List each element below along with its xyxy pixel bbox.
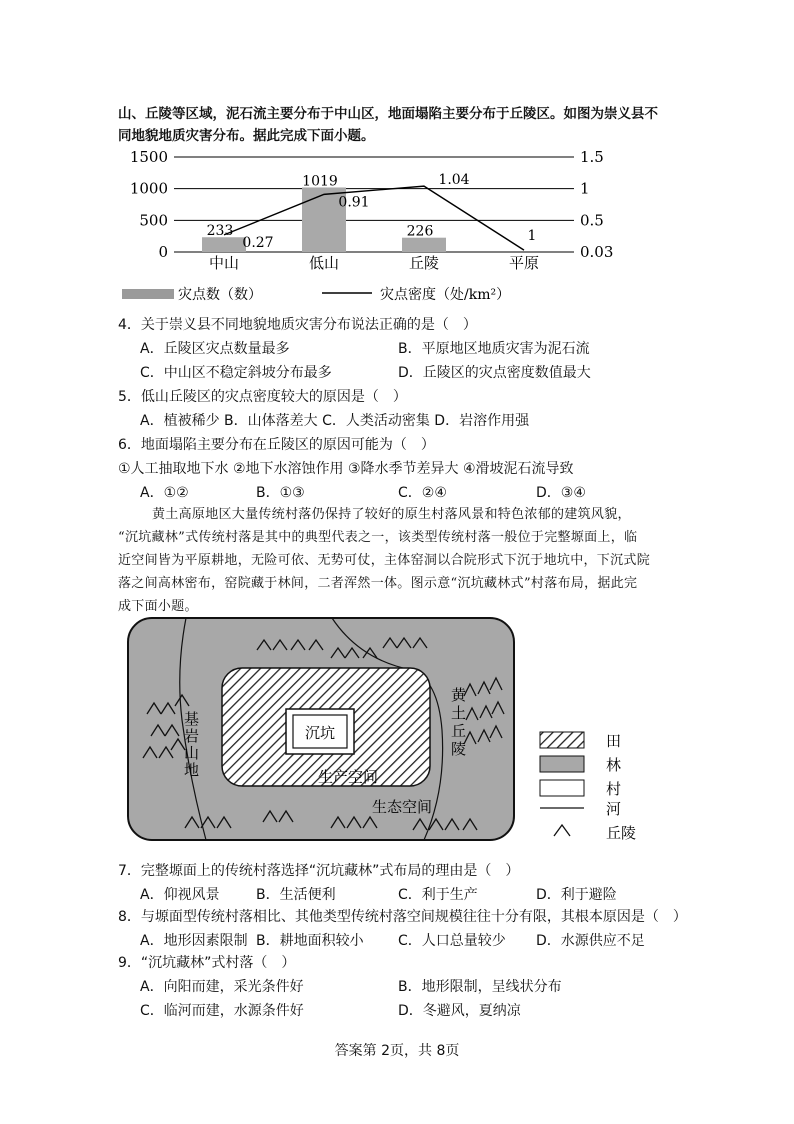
q8-stem: 8．与塬面型传统村落相比、其他类型传统村落空间规模往往十分有限，其根本原因是（ ）	[118, 909, 687, 925]
q5-options[interactable]: A．植被稀少 B．山体落差大 C．人类活动密集 D．岩溶作用强	[140, 413, 530, 429]
q8-option-d[interactable]: D．水源供应不足	[536, 933, 645, 949]
bedrock-mountain-char-3: 山	[184, 744, 200, 762]
q9-option-b[interactable]: B．地形限制，呈线状分布	[398, 979, 562, 995]
legend-field-swatch	[540, 732, 584, 748]
q4-option-c[interactable]: C．中山区不稳定斜坡分布最多	[140, 365, 332, 381]
q7-option-c[interactable]: C．利于生产	[398, 887, 478, 903]
q7-option-a[interactable]: A．仰视风景	[140, 887, 220, 903]
page-footer: 答案第 2页，共 8页	[334, 1043, 460, 1059]
q7-stem: 7．完整塬面上的传统村落选择“沉坑藏林”式布局的理由是（ ）	[118, 863, 520, 879]
q6-option-d[interactable]: D．③④	[536, 485, 586, 501]
q9-option-c[interactable]: C．临河而建，水源条件好	[140, 1003, 304, 1019]
q4-stem: 4．关于崇义县不同地貌地质灾害分布说法正确的是（ ）	[118, 317, 477, 333]
legend-village-swatch	[540, 780, 584, 796]
sinkhole-label: 沉坑	[304, 724, 336, 742]
loess-hill-char-2: 土	[451, 704, 467, 722]
q7-option-b[interactable]: B．生活便利	[256, 887, 336, 903]
q9-option-a[interactable]: A．向阳而建，采光条件好	[140, 979, 304, 995]
village-layout-map	[120, 610, 680, 850]
line-value-label: 0.91	[338, 194, 370, 211]
line-value-label: 0.27	[242, 234, 274, 251]
q9-option-d[interactable]: D．冬避风，夏纳凉	[398, 1003, 521, 1019]
bedrock-mountain-char-4: 地	[184, 761, 200, 779]
bar	[402, 238, 446, 252]
q4-option-b[interactable]: B．平原地区地质灾害为泥石流	[398, 341, 590, 357]
category-label: 中山	[208, 254, 240, 272]
q4-option-d[interactable]: D．丘陵区的灾点密度数值最大	[398, 365, 591, 381]
bar-value-label: 233	[206, 223, 234, 240]
legend-line-label: 灾点密度（处/km²）	[380, 287, 511, 303]
ecology-space-label: 生态空间	[371, 798, 433, 816]
legend-river-label: 河	[606, 800, 622, 818]
passage-line-3: 近空间皆为平原耕地，无险可依、无势可仗，主体窑洞以合院形式下沉于地坑中，下沉式院	[118, 553, 651, 568]
bedrock-mountain-char-2: 岩	[184, 727, 200, 745]
left-tick-label: 1000	[129, 179, 168, 198]
right-tick-label: 1.5	[580, 148, 604, 166]
legend-bar-label: 灾点数（数）	[178, 287, 262, 303]
legend-village-label: 村	[606, 780, 622, 798]
bedrock-mountain-char-1: 基	[184, 710, 200, 728]
q6-option-b[interactable]: B．①③	[256, 485, 305, 501]
q9-stem: 9．“沉坑藏林”式村落（ ）	[118, 955, 296, 971]
q6-option-c[interactable]: C．②④	[398, 485, 447, 501]
passage-line-5: 成下面小题。	[118, 599, 198, 614]
intro-line-2: 同地貌地质灾害分布。据此完成下面小题。	[118, 128, 375, 144]
passage-line-2: “沉坑藏林”式传统村落是其中的典型代表之一，该类型传统村落一般位于完整塬面上，临	[118, 530, 638, 545]
production-space-label: 生产空间	[317, 768, 379, 786]
category-label: 丘陵	[408, 254, 440, 272]
right-tick-label: 0.5	[580, 211, 604, 230]
legend-hill-label: 丘陵	[606, 824, 637, 842]
legend-hill-swatch	[554, 825, 570, 836]
q8-option-c[interactable]: C．人口总量较少	[398, 933, 506, 949]
left-tick-label: 1500	[129, 148, 168, 166]
passage-line-4: 落之间高林密布，窑院藏于林间，二者浑然一体。图示意“沉坑藏林式”村落布局，据此完	[118, 576, 638, 591]
bar-value-label: 226	[406, 223, 434, 240]
q5-stem: 5．低山丘陵区的灾点密度较大的原因是（ ）	[118, 389, 407, 405]
legend-field-label: 田	[606, 732, 622, 750]
q4-option-a[interactable]: A．丘陵区灾点数量最多	[140, 341, 290, 357]
q8-option-a[interactable]: A．地形因素限制	[140, 933, 248, 949]
bar	[202, 237, 246, 252]
q7-option-d[interactable]: D．利于避险	[536, 887, 617, 903]
legend-forest-label: 林	[606, 756, 622, 774]
q6-stem: 6．地面塌陷主要分布在丘陵区的原因可能为（ ）	[118, 437, 435, 453]
intro-line-1: 山、丘陵等区域，泥石流主要分布于中山区，地面塌陷主要分布于丘陵区。如图为崇义县不	[118, 106, 658, 122]
legend-bar-swatch	[122, 289, 174, 299]
legend-forest-swatch	[540, 756, 584, 772]
category-label: 平原	[508, 254, 540, 272]
bar-value-label: 1019	[302, 173, 338, 190]
left-tick-label: 0	[158, 243, 168, 261]
right-tick-label: 0.03	[580, 243, 614, 261]
category-label: 低山	[308, 254, 340, 272]
left-tick-label: 500	[139, 211, 168, 230]
q6-option-a[interactable]: A．①②	[140, 485, 189, 501]
q8-option-b[interactable]: B．耕地面积较小	[256, 933, 364, 949]
q6-items: ①人工抽取地下水 ②地下水溶蚀作用 ③降水季节差异大 ④滑坡泥石流导致	[118, 461, 574, 477]
disaster-chart	[110, 140, 630, 310]
line-value-label: 1	[527, 228, 537, 245]
passage-line-1: 黄土高原地区大量传统村落仍保持了较好的原生村落风景和特色浓郁的建筑风貌，	[152, 507, 631, 522]
loess-hill-char-1: 黄	[451, 686, 467, 704]
loess-hill-char-4: 陵	[451, 740, 467, 758]
loess-hill-char-3: 丘	[451, 722, 467, 740]
right-tick-label: 1	[580, 179, 590, 198]
line-value-label: 1.04	[438, 172, 470, 189]
